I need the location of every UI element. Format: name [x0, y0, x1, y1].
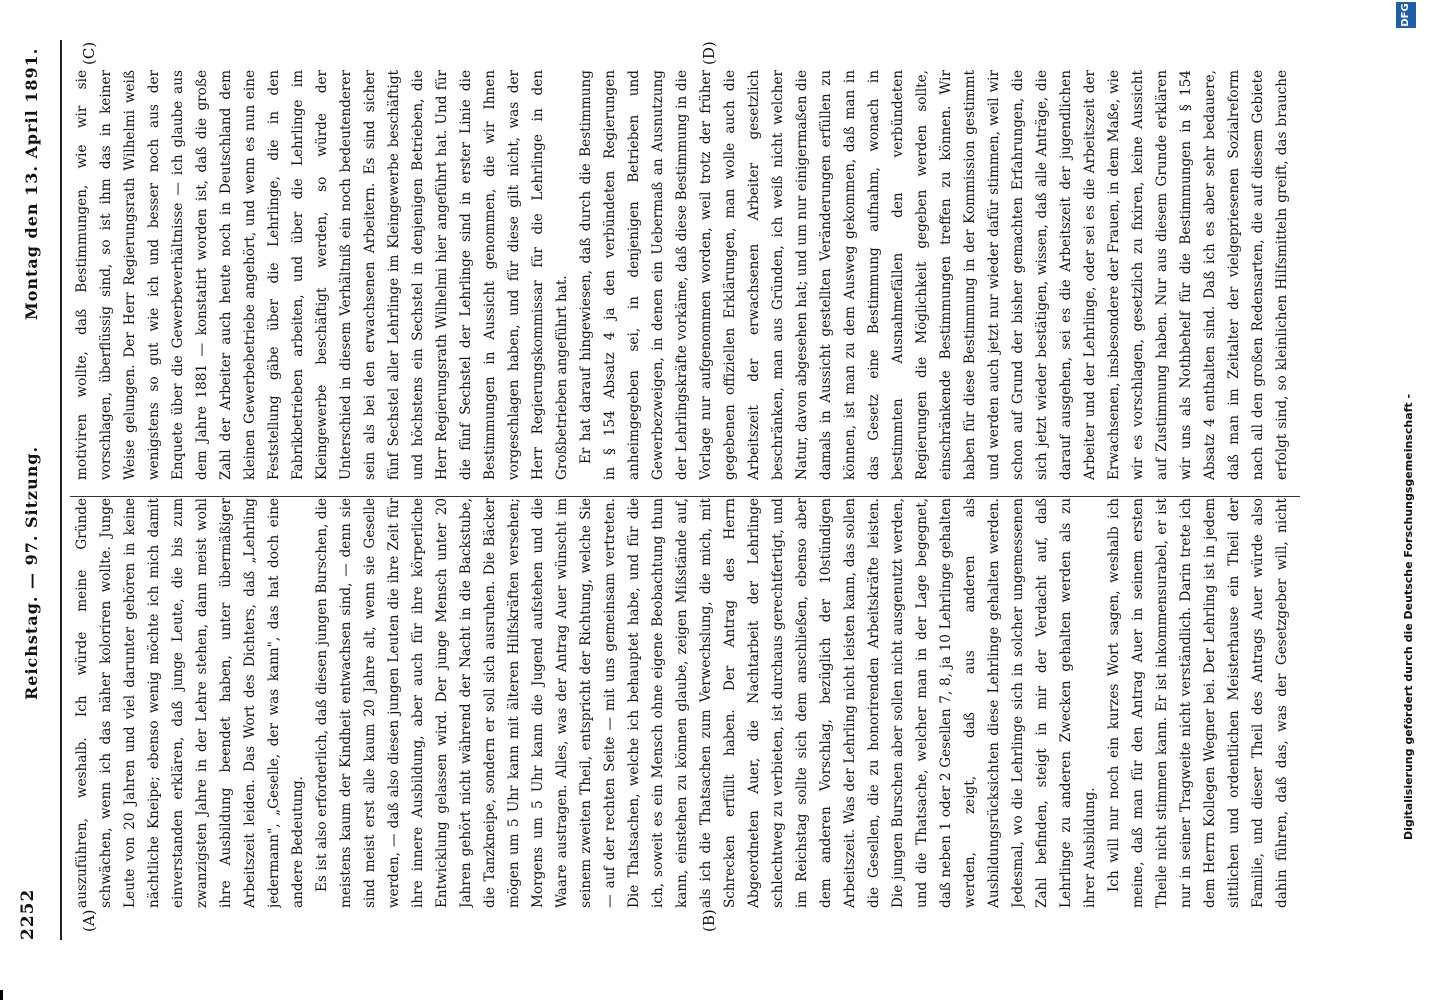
digitization-note: Digitalisierung gefördert durch die Deutsche Forschungsgemeinschaft -	[1402, 393, 1415, 840]
left-paragraph-3: Ich will nur noch ein kurzes Wort sagen, weshalb ich meine, daß man für den Antrag Auer in seinem ersten Theile nicht stimmen kann. Er ist inkommensurabel, er ist nur in seiner Tragweite nicht verständlich. Darin trete ich dem Herrn Kollegen Wegner bei. Der Lehrling ist in jedem sittlichen und ordentlichen Meisterhause ein Theil der Familie, und dieser Theil des Antrags Auer würde also dahin führen, daß das, was der Gesetzgeber will, nicht	[1106, 498, 1290, 908]
column-divider	[70, 496, 1300, 497]
header-rule	[60, 40, 62, 940]
margin-letter-c: (C)	[80, 41, 98, 65]
column-right	[70, 70, 1290, 480]
page-footer	[1392, 0, 1432, 1000]
margin-letter-a: (A)	[80, 909, 98, 932]
page-number: 2252	[18, 888, 38, 940]
left-paragraph-1: auszuführen, weshalb. Ich würde meine Gründe schwächen, wenn ich das näher koloriren wollte. Junge Leute von 20 Jahren und viel darunter gehören in keine nächtliche Kneipe; ebenso wenig möchte ich mich damit einverstanden erklären, daß junge Leute, die bis zum zwanzigsten Jahre in der Lehre stehen, dann meist wohl ihre Ausbildung beendet haben, unter übermäßiger Arbeitszeit leiden. Das Wort des Dichters, daß „Lehrling jedermann", „Geselle, der was kann", das hat doch eine andere Bedeutung.	[74, 498, 306, 908]
margin-letter-b: (B)	[700, 909, 718, 932]
right-paragraph-2: Er hat darauf hingewiesen, daß durch die Bestimmung in § 154 Absatz 4 ja den verbündeten Regierungen anheimgegeben sei, in denjenigen Betrieben und Gewerbezweigen, in denen ein Uebermaß an Ausnutzung der Lehrlingskräfte vorkäme, daß diese Bestimmung in die Vorlage nur aufgenommen worden, weil trotz der früher gegebenen offiziellen Erklärungen, man wolle auch die Arbeitszeit der erwachsenen Arbeiter gesetzlich beschränken, man aus Gründen, ich weiß nicht welcher Natur, davon abgesehen hat; und um nur einigermaßen die damals in Aussicht gestellten Veränderungen erfüllen zu können, ist man zu dem Ausweg gekommen, daß man in das Gesetz eine Bestimmung aufnahm, wonach in bestimmten Ausnahmefällen den verbündeten Regierungen die Möglichkeit gegeben werden sollte, einschränkende Bestimmungen treffen zu können. Wir haben für diese Bestimmung in der Kommission gestimmt und werden auch jetzt nur wieder dafür stimmen, weil wir schon auf Grund der bisher gemachten Erfahrungen, die sich jetzt wieder bestätigen, wissen, daß alle Anträge, die darauf ausgehen, sei es die Arbeitszeit der jugendlichen Arbeiter und der Lehrlinge, oder sei es die Arbeitszeit der Erwachsenen, insbesondere der Frauen, in dem Maße, wie wir es vorschlagen, gesetzlich zu fixiren, keine Aussicht auf Zustimmung haben. Nur aus diesem Grunde erklären wir uns als Nothbehelf für die Bestimmungen in § 154 Absatz 4 enthalten sind. Daß ich es aber sehr bedauere, daß man im Zeitalter der vielgepriesenen Sozialreform nach all den großen Redensarten, die auf diesem Gebiete erfolgt sind, so kleinlichen Hilfsmitteln greift, das brauche	[578, 70, 1290, 480]
column-left	[70, 498, 1290, 908]
page-title: Reichstag. — 97. Sitzung.	[22, 445, 41, 700]
page-header	[0, 0, 70, 1000]
left-paragraph-2: Es ist also erforderlich, daß diesen jungen Burschen, die meistens kaum der Kindheit entwachsen sind, — denn sie sind meist erst alle kaum 20 Jahre alt, wenn sie Geselle werden, — daß also diesen jungen Leuten die ihre Zeit für ihre innere Ausbildung, aber auch für ihre körperliche Entwicklung gelassen wird. Der junge Mensch unter 20 Jahren gehört nicht während der Nacht in die Backstube, die Tanzkneipe, sondern er soll sich ausruhen. Die Bäcker mögen um 5 Uhr kann mit älteren Hilfskräften versehen; Morgens um 5 Uhr kann die Jugend aufstehen und die Waare austragen. Alles, was der Antrag Auer wünscht im seinem zweiten Theil, entspricht der Richtung, welche Sie — auf der rechten Seite — mit uns gemeinsam vertreten. Die Thatsachen, welche ich behauptet habe, und für die ich, soweit es ein Mensch ohne eigene Beobachtung thun kann, einstehen zu können glaube, zeigen Mißstände auf, als ich die Thatsachen zum Verwechslung, die mich, mit Schrecken erfüllt haben. Der Antrag des Herrn Abgeordneten Auer, die Nachtarbeit der Lehrlinge schlechtweg zu verbieten, ist durchaus gerechtfertigt, und im Reichstag sollte sich dem anschließen, ebenso aber dem anderen Vorschlag, bezüglich der 10stündigen Arbeitszeit. Was der Lehrling nicht leisten kann, das sollen die Gesellen, die zu honorirenden Arbeitskräfte leisten. Die jungen Burschen aber sollen nicht ausgenutzt werden, und die Thatsache, welcher man in der Lage begegnet, daß neben 1 oder 2 Gesellen 7, 8, ja 10 Lehrlinge gehalten werden, zeigt, daß aus anderen als Ausbildungsrücksichten diese Lehrlinge gehalten werden. Jedesmal, wo die Lehrlinge sich in solcher ungemessenen Zahl befinden, steigt in mir der Verdacht auf, daß Lehrlinge zu anderen Zwecken gehalten werden als zu ihrer Ausbildung.	[314, 498, 1098, 908]
scan-edge-mark	[0, 990, 3, 1000]
dfg-logo: DFG	[1396, 2, 1416, 28]
margin-letter-d: (D)	[700, 41, 718, 65]
page-date: Montag den 13. April 1891.	[22, 47, 41, 320]
right-paragraph-1: motiviren wollte, daß Bestimmungen, wie wir sie vorschlagen, überflüssig sind, so ist ihm das in keiner Weise gelungen. Der Herr Regierungsrath Wilhelmi weiß wenigstens so gut wie ich und besser noch aus der Enquete über die Gewerbeverhältnisse — ich glaube aus dem Jahre 1881 — konstatirt worden ist, daß die große Zahl der Arbeiter auch heute noch in Deutschland dem kleinen Gewerbebetriebe angehört, und wenn es nun eine Feststellung gäbe über die Lehrlinge, die in den Fabrikbetrieben arbeiten, und über die Lehrlinge im Kleingewerbe beschäftigt werden, so würde der Unterschied in diesem Verhältniß ein noch bedeutenderer sein als bei den erwachsenen Arbeitern. Es sind sicher fünf Sechstel aller Lehrlinge im Kleingewerbe beschäftigt und höchstens ein Sechstel in denjenigen Betrieben, die Herr Regierungsrath Wilhelmi hier angeführt hat. Und für die fünf Sechstel der Lehrlinge sind in erster Linie die Bestimmungen in Aussicht genommen, die wir Ihnen vorgeschlagen haben, und für diese gilt nicht, was der Herr Regierungskommissar für die Lehrlinge in den Großbetrieben angeführt hat.	[74, 70, 570, 480]
